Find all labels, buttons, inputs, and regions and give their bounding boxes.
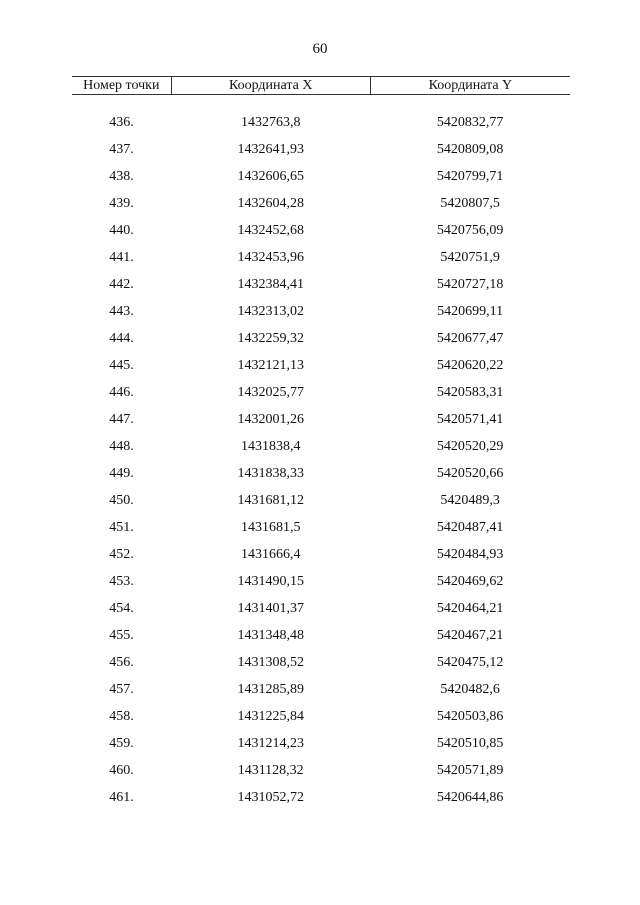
table-row bbox=[72, 757, 570, 784]
cell-point-number: 438. bbox=[109, 169, 134, 184]
cell-point-number: 460. bbox=[109, 763, 134, 778]
table-row bbox=[72, 595, 570, 622]
cell-coordinate-y: 5420699,11 bbox=[437, 304, 504, 319]
cell-point-number: 455. bbox=[109, 628, 134, 643]
cell-point-number: 456. bbox=[109, 655, 134, 670]
table-row bbox=[72, 136, 570, 163]
cell-coordinate-x: 1432313,02 bbox=[237, 304, 304, 319]
cell-coordinate-y: 5420807,5 bbox=[440, 196, 500, 211]
cell-coordinate-x: 1432384,41 bbox=[237, 277, 304, 292]
cell-coordinate-y: 5420487,41 bbox=[436, 520, 504, 535]
cell-point-number: 459. bbox=[109, 736, 134, 751]
page-number: 60 bbox=[312, 41, 328, 57]
cell-coordinate-y: 5420503,86 bbox=[436, 709, 504, 724]
table-row bbox=[72, 271, 570, 298]
table-row bbox=[72, 433, 570, 460]
cell-coordinate-y: 5420469,62 bbox=[436, 574, 504, 589]
cell-coordinate-y: 5420467,21 bbox=[436, 628, 504, 643]
cell-coordinate-y: 5420482,6 bbox=[440, 682, 500, 697]
table-row bbox=[72, 244, 570, 271]
cell-coordinate-y: 5420644,86 bbox=[436, 790, 504, 805]
cell-coordinate-x: 1431225,84 bbox=[237, 709, 304, 724]
cell-coordinate-y: 5420809,08 bbox=[436, 142, 504, 157]
cell-point-number: 448. bbox=[109, 439, 134, 454]
cell-coordinate-x: 1431285,89 bbox=[237, 682, 304, 697]
cell-coordinate-x: 1431401,37 bbox=[237, 601, 304, 616]
table-row bbox=[72, 649, 570, 676]
cell-coordinate-x: 1432763,8 bbox=[240, 115, 301, 130]
coordinates-table bbox=[72, 76, 570, 811]
cell-coordinate-x: 1432001,26 bbox=[237, 412, 304, 427]
cell-point-number: 439. bbox=[109, 196, 134, 211]
cell-coordinate-x: 1432641,93 bbox=[237, 142, 304, 157]
cell-coordinate-y: 5420677,47 bbox=[436, 331, 504, 346]
table-row bbox=[72, 163, 570, 190]
cell-point-number: 440. bbox=[109, 223, 134, 238]
cell-point-number: 451. bbox=[109, 520, 134, 535]
cell-point-number: 452. bbox=[109, 547, 134, 562]
cell-point-number: 450. bbox=[109, 493, 134, 508]
cell-point-number: 443. bbox=[109, 304, 134, 319]
cell-coordinate-y: 5420510,85 bbox=[436, 736, 504, 751]
cell-coordinate-y: 5420484,93 bbox=[436, 547, 504, 562]
table-header-row bbox=[72, 77, 570, 95]
table-row bbox=[72, 676, 570, 703]
cell-coordinate-y: 5420520,66 bbox=[436, 466, 504, 481]
cell-coordinate-x: 1432121,13 bbox=[237, 358, 304, 373]
table-row bbox=[72, 379, 570, 406]
cell-point-number: 447. bbox=[109, 412, 134, 427]
cell-coordinate-x: 1431666,4 bbox=[240, 547, 301, 562]
cell-coordinate-y: 5420756,09 bbox=[436, 223, 504, 238]
cell-coordinate-x: 1431490,15 bbox=[237, 574, 304, 589]
cell-coordinate-y: 5420832,77 bbox=[436, 115, 504, 130]
cell-coordinate-y: 5420571,89 bbox=[436, 763, 504, 778]
cell-coordinate-y: 5420751,9 bbox=[440, 250, 500, 265]
table-row bbox=[72, 514, 570, 541]
table-row bbox=[72, 190, 570, 217]
cell-coordinate-y: 5420475,12 bbox=[436, 655, 504, 670]
cell-coordinate-x: 1431838,4 bbox=[240, 439, 301, 454]
cell-coordinate-y: 5420620,22 bbox=[436, 358, 504, 373]
table-row bbox=[72, 487, 570, 514]
cell-point-number: 454. bbox=[109, 601, 134, 616]
cell-coordinate-x: 1432606,65 bbox=[237, 169, 304, 184]
table-row bbox=[72, 730, 570, 757]
table-row bbox=[72, 406, 570, 433]
table-row bbox=[72, 568, 570, 595]
cell-coordinate-x: 1431308,52 bbox=[237, 655, 304, 670]
cell-point-number: 457. bbox=[109, 682, 134, 697]
cell-coordinate-x: 1431052,72 bbox=[237, 790, 304, 805]
table-row bbox=[72, 109, 570, 136]
header-coordinate-x: Координата X bbox=[171, 77, 370, 95]
cell-coordinate-x: 1431838,33 bbox=[237, 466, 304, 481]
cell-point-number: 445. bbox=[109, 358, 134, 373]
table-row bbox=[72, 217, 570, 244]
cell-coordinate-x: 1431681,12 bbox=[237, 493, 304, 508]
cell-point-number: 442. bbox=[109, 277, 134, 292]
cell-coordinate-y: 5420571,41 bbox=[436, 412, 504, 427]
header-coordinate-y: Координата Y bbox=[370, 77, 570, 95]
cell-coordinate-x: 1431214,23 bbox=[237, 736, 304, 751]
cell-coordinate-x: 1432453,96 bbox=[237, 250, 304, 265]
cell-point-number: 446. bbox=[109, 385, 134, 400]
table-row bbox=[72, 784, 570, 811]
cell-point-number: 458. bbox=[109, 709, 134, 724]
table-row bbox=[72, 622, 570, 649]
table-row bbox=[72, 298, 570, 325]
cell-coordinate-y: 5420799,71 bbox=[436, 169, 504, 184]
cell-coordinate-x: 1432452,68 bbox=[237, 223, 304, 238]
cell-coordinate-x: 1432025,77 bbox=[237, 385, 304, 400]
cell-coordinate-y: 5420464,21 bbox=[436, 601, 504, 616]
cell-point-number: 437. bbox=[109, 142, 134, 157]
table-row bbox=[72, 460, 570, 487]
cell-coordinate-y: 5420489,3 bbox=[440, 493, 500, 508]
table-row bbox=[72, 325, 570, 352]
cell-coordinate-x: 1432259,32 bbox=[237, 331, 304, 346]
cell-coordinate-y: 5420520,29 bbox=[436, 439, 504, 454]
cell-point-number: 449. bbox=[109, 466, 134, 481]
cell-point-number: 453. bbox=[109, 574, 134, 589]
header-point-number: Номер точки bbox=[72, 77, 171, 95]
table-row bbox=[72, 541, 570, 568]
cell-point-number: 441. bbox=[109, 250, 134, 265]
cell-point-number: 461. bbox=[109, 790, 134, 805]
cell-coordinate-x: 1431128,32 bbox=[237, 763, 304, 778]
cell-coordinate-x: 1431681,5 bbox=[240, 520, 301, 535]
cell-coordinate-y: 5420727,18 bbox=[436, 277, 504, 292]
table-row bbox=[72, 352, 570, 379]
cell-point-number: 444. bbox=[109, 331, 134, 346]
cell-coordinate-y: 5420583,31 bbox=[436, 385, 504, 400]
cell-point-number: 436. bbox=[109, 115, 134, 130]
cell-coordinate-x: 1431348,48 bbox=[237, 628, 304, 643]
cell-coordinate-x: 1432604,28 bbox=[237, 196, 304, 211]
table-row bbox=[72, 703, 570, 730]
